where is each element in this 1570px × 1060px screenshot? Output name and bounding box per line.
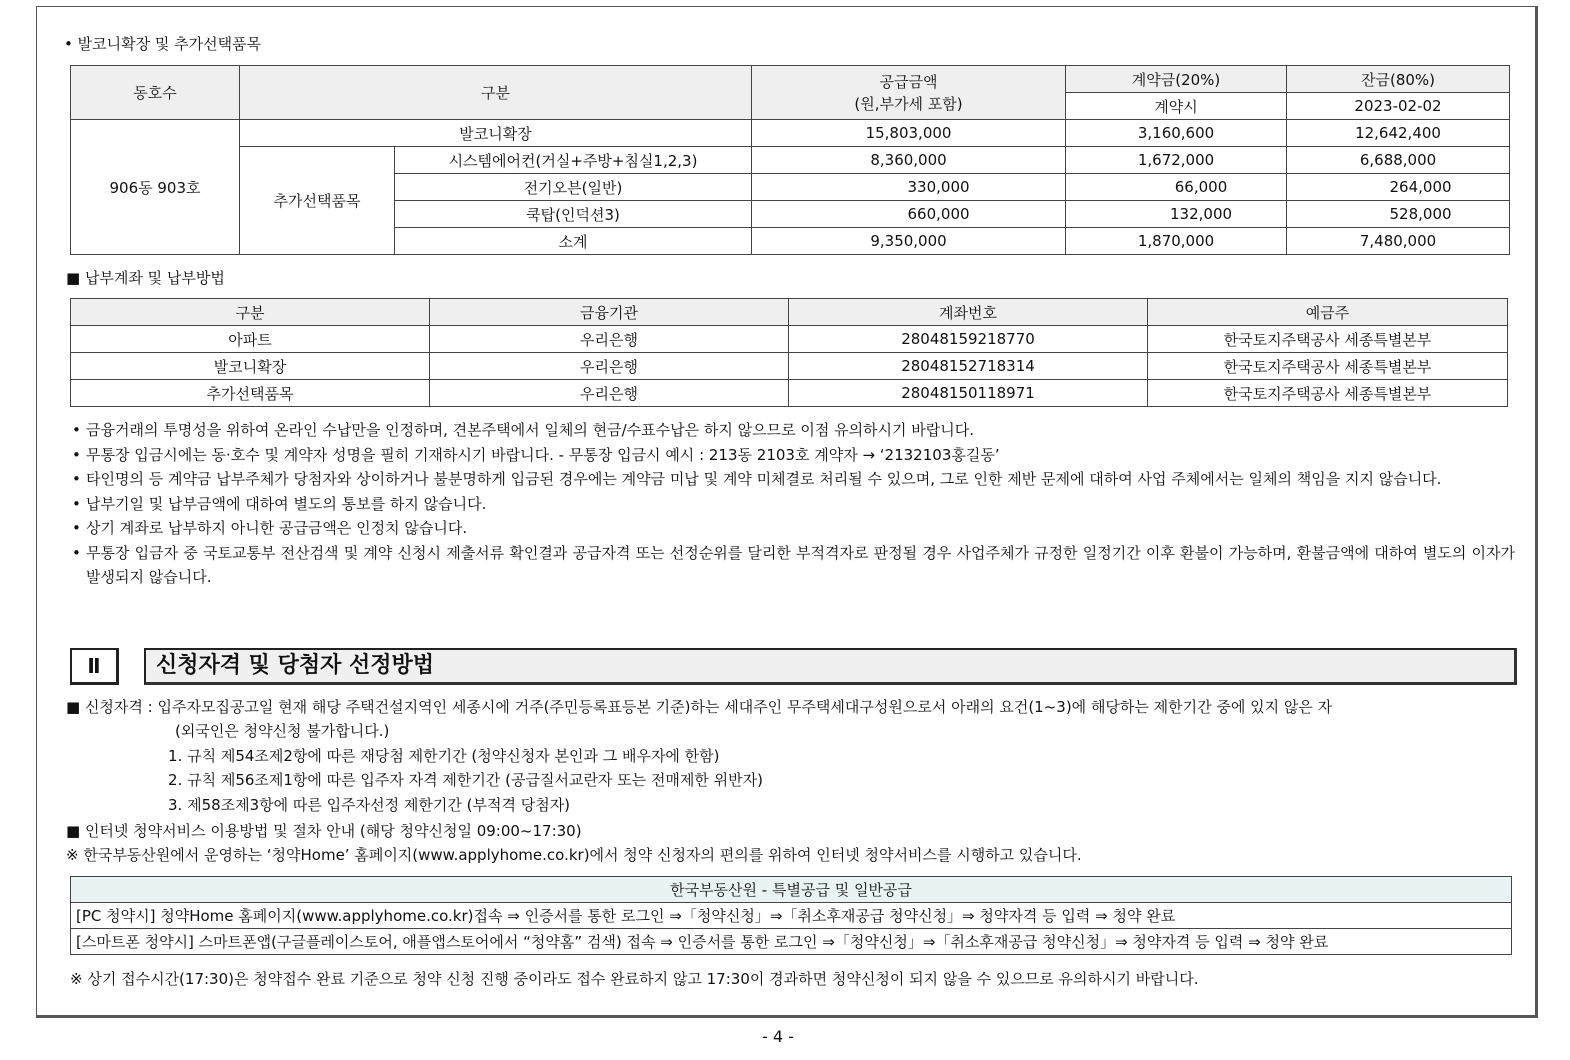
balcony-label: 발코니확장	[240, 120, 752, 147]
header-deposit: 계약금(20%)	[1066, 66, 1287, 93]
header-deposit-sub: 계약시	[1066, 93, 1287, 120]
cell-category: 추가선택품목	[71, 380, 430, 407]
list-item: • 무통장 입금자 중 국토교통부 전산검색 및 계약 신청시 제출서류 확인결과 공급자격 또는 선정순위를 달리한 부적격자로 판정될 경우 사업주체가 규정한 일정기간 이후 환불이 가능하며, 환불금액에 대하여 별도의 이자가 발생되지 않습니다.	[72, 543, 1515, 586]
cell-account: 28048159218770	[789, 326, 1148, 353]
eligibility-note: (외국인은 청약신청 불가합니다.)	[175, 722, 390, 740]
subtotal-balance: 7,480,000	[1287, 228, 1510, 255]
list-item: 2. 규칙 제56조제1항에 따른 입주자 자격 제한기간 (공급질서교란자 또는 전매제한 위반자)	[168, 771, 763, 789]
subtotal-deposit: 1,870,000	[1066, 228, 1287, 255]
list-item: • 납부기일 및 납부금액에 대하여 별도의 통보를 하지 않습니다.	[72, 494, 487, 513]
balcony-supply: 15,803,000	[752, 120, 1066, 147]
header-account: 계좌번호	[789, 299, 1148, 326]
option-balance: 6,688,000	[1287, 147, 1510, 174]
procedure-header: 한국부동산원 - 특별공급 및 일반공급	[71, 877, 1512, 903]
list-item: • 타인명의 등 계약금 납부주체가 당첨자와 상이하거나 불분명하게 입금된 경우에는 계약금 미납 및 계약 미체결로 처리될 수 있으며, 그로 인한 제반 문제에 대하여 사업 주체에서는 일체의 책임을 지지 않습니다.	[72, 470, 1442, 488]
list-item: • 금융거래의 투명성을 위하여 온라인 수납만을 인정하며, 견본주택에서 일체의 현금/수표수납은 하지 않으므로 이점 유의하시기 바랍니다.	[72, 421, 975, 439]
list-item: • 상기 계좌로 납부하지 아니한 공급금액은 인정치 않습니다.	[72, 519, 468, 537]
cell-holder: 한국토지주택공사 세종특별본부	[1148, 353, 1508, 380]
payment-notes	[70, 418, 1515, 590]
option-deposit: 1,672,000	[1066, 147, 1287, 174]
header-category: 구분	[240, 66, 752, 120]
option-label: 쿡탑(인덕션3)	[395, 201, 752, 228]
subtotal-supply: 9,350,000	[752, 228, 1066, 255]
table-row	[71, 353, 1508, 380]
table-row	[71, 326, 1508, 353]
list-item: 1. 규칙 제54조제2항에 따른 재당첨 제한기간 (청약신청자 본인과 그 배우자에 한함)	[168, 747, 720, 765]
header-supply: 공급금액 (원,부가세 포함)	[752, 66, 1066, 120]
balcony-balance: 12,642,400	[1287, 120, 1510, 147]
internet-heading: ■ 인터넷 청약서비스 이용방법 및 절차 안내 (해당 청약신청일 09:00~17:30)	[66, 822, 582, 840]
cell-account: 28048150118971	[789, 380, 1148, 407]
option-supply: 330,000	[752, 174, 1066, 201]
option-label: 시스템에어컨(거실+주방+침실1,2,3)	[395, 147, 752, 174]
option-deposit: 66,000	[1066, 174, 1287, 201]
header-balance-sub: 2023-02-02	[1287, 93, 1510, 120]
option-supply: 660,000	[752, 201, 1066, 228]
table-row	[71, 380, 1508, 407]
subtotal-label: 소계	[395, 228, 752, 255]
cell-account: 28048152718314	[789, 353, 1148, 380]
option-label: 전기오븐(일반)	[395, 174, 752, 201]
payment-heading: ■ 납부계좌 및 납부방법	[66, 269, 225, 287]
internet-note: ※ 한국부동산원에서 운영하는 ‘청약Home’ 홈페이지(www.applyhome.co.kr)에서 청약 신청자의 편의를 위하여 인터넷 청약서비스를 시행하고 있습니다.	[66, 846, 1082, 864]
procedure-mobile: [스마트폰 청약시] 스마트폰앱(구글플레이스토어, 애플앱스토어에서 “청약홈” 검색) 접속 ⇒ 인증서를 통한 로그인 ⇒「청약신청」⇒「취소후재공급 청약신청」⇒ 청약자격 등 입력 ⇒ 청약 완료	[71, 929, 1512, 955]
cell-bank: 우리은행	[430, 353, 789, 380]
section-number: Ⅱ	[70, 648, 119, 685]
unit-cell: 906동 903호	[71, 120, 240, 255]
cell-holder: 한국토지주택공사 세종특별본부	[1148, 326, 1508, 353]
cell-category: 발코니확장	[71, 353, 430, 380]
header-category: 구분	[71, 299, 430, 326]
option-balance: 264,000	[1287, 174, 1510, 201]
balcony-deposit: 3,160,600	[1066, 120, 1287, 147]
list-item: • 무통장 입금시에는 동·호수 및 계약자 성명을 필히 기재하시기 바랍니다. - 무통장 입금시 예시 : 213동 2103호 계약자 → ‘2132103홍길동’	[72, 445, 1000, 464]
option-balance: 528,000	[1287, 201, 1510, 228]
cell-category: 아파트	[71, 326, 430, 353]
header-holder: 예금주	[1148, 299, 1508, 326]
list-item: 3. 제58조제3항에 따른 입주자선정 제한기간 (부적격 당첨자)	[168, 796, 571, 814]
cell-bank: 우리은행	[430, 380, 789, 407]
option-supply: 8,360,000	[752, 147, 1066, 174]
procedure-pc: [PC 청약시] 청약Home 홈페이지(www.applyhome.co.kr)접속 ⇒ 인증서를 통한 로그인 ⇒「청약신청」⇒「취소후재공급 청약신청」⇒ 청약자격 등 입력 ⇒ 청약 완료	[71, 903, 1512, 929]
option-price-table	[70, 65, 1510, 255]
section-title: 신청자격 및 당첨자 선정방법	[144, 648, 1517, 685]
application-procedure-table	[70, 876, 1512, 955]
option-deposit: 132,000	[1066, 201, 1287, 228]
header-balance: 잔금(80%)	[1287, 66, 1510, 93]
eligibility-text: ■ 신청자격 : 입주자모집공고일 현재 해당 주택건설지역인 세종시에 거주(주민등록표등본 기준)하는 세대주인 무주택세대구성원으로서 아래의 요건(1~3)에 해당하는 제한기간 중에 있지 않은 자	[66, 698, 1333, 716]
balcony-heading: • 발코니확장 및 추가선택품목	[64, 35, 262, 53]
cell-bank: 우리은행	[430, 326, 789, 353]
page-number: - 4 -	[762, 1027, 794, 1046]
payment-account-table	[70, 298, 1508, 407]
option-group-cell: 추가선택품목	[240, 147, 395, 255]
header-unit: 동호수	[71, 66, 240, 120]
cell-holder: 한국토지주택공사 세종특별본부	[1148, 380, 1508, 407]
header-bank: 금융기관	[430, 299, 789, 326]
final-note: ※ 상기 접수시간(17:30)은 청약접수 완료 기준으로 청약 신청 진행 중이라도 접수 완료하지 않고 17:30이 경과하면 청약신청이 되지 않을 수 있으므로 유의하시기 바랍니다.	[70, 970, 1199, 988]
